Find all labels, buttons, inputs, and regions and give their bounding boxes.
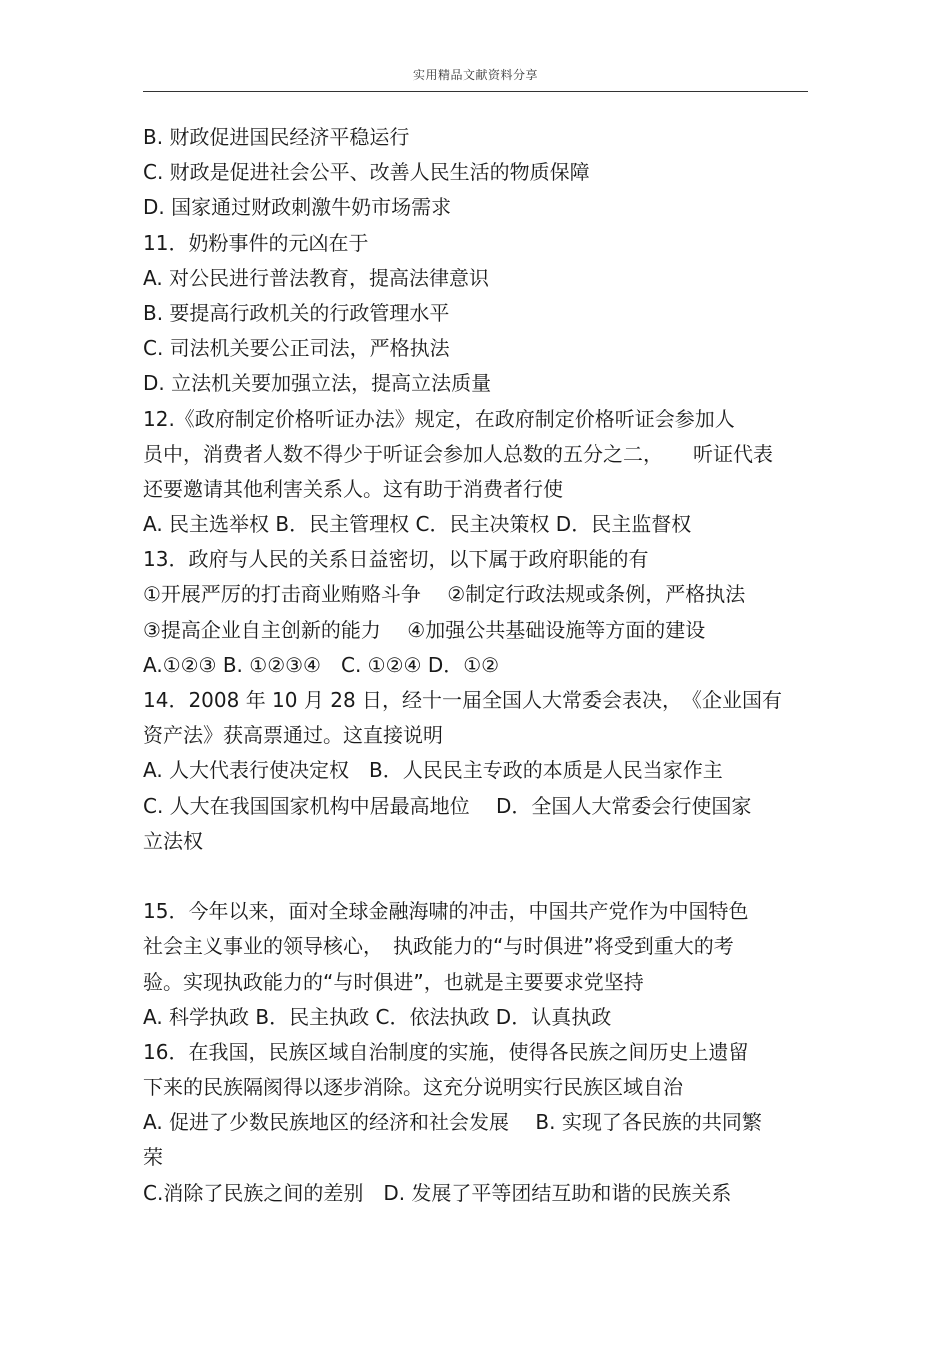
question-16-line-2: 下来的民族隔阂得以逐步消除。这充分说明实行民族区域自治: [143, 1075, 683, 1100]
option-c-q11: C. 司法机关要公正司法，严格执法: [143, 336, 450, 361]
options-q15: A. 科学执政 B．民主执政 C．依法执政 D．认真执政: [143, 1004, 612, 1029]
question-13: 13．政府与人民的关系日益密切，以下属于政府职能的有: [143, 547, 649, 572]
question-14-line-2: 资产法》获高票通过。这直接说明: [143, 723, 443, 748]
options-q14-line-1: A. 人大代表行使决定权 B．人民民主专政的本质是人民当家作主: [143, 758, 723, 783]
question-11: 11．奶粉事件的元凶在于: [143, 230, 369, 255]
document-body: [143, 120, 808, 1211]
header-divider: [143, 91, 808, 92]
option-b-q10: B. 财政促进国民经济平稳运行: [143, 125, 410, 149]
question-12-line-3: 还要邀请其他利害关系人。这有助于消费者行使: [143, 476, 563, 501]
option-b-q11: B. 要提高行政机关的行政管理水平: [143, 300, 450, 325]
statements-q13-line-1: ①开展严厉的打击商业贿赂斗争 ②制定行政法规或条例，严格执法: [143, 582, 746, 607]
options-q12: A. 民主选举权 B．民主管理权 C．民主决策权 D．民主监督权: [143, 512, 692, 537]
question-15-line-1: 15．今年以来，面对全球金融海啸的冲击，中国共产党作为中国特色: [143, 899, 749, 924]
statements-q13-line-2: ③提高企业自主创新的能力 ④加强公共基础设施等方面的建设: [143, 617, 706, 642]
question-16-line-1: 16．在我国，民族区域自治制度的实施，使得各民族之间历史上遗留: [143, 1039, 749, 1064]
option-c-q10: C. 财政是促进社会公平、改善人民生活的物质保障: [143, 160, 590, 185]
option-a-q11: A. 对公民进行普法教育，提高法律意识: [143, 265, 490, 290]
question-12-line-1: 12.《政府制定价格听证办法》规定，在政府制定价格听证会参加人: [143, 406, 735, 431]
options-q14-line-3: 立法权: [143, 828, 203, 853]
blank-line: [143, 859, 808, 894]
options-q16-line-1: A. 促进了少数民族地区的经济和社会发展 B. 实现了各民族的共同繁: [143, 1110, 762, 1135]
page-header: 实用精品文献资料分享: [412, 68, 538, 82]
question-15-line-3: 验。实现执政能力的“与时俱进”，也就是主要要求党坚持: [143, 969, 644, 994]
options-q13: A.①②③ B. ①②③④ C. ①②④ D．①②: [143, 652, 500, 677]
options-q14-line-2: C. 人大在我国国家机构中居最高地位 D．全国人大常委会行使国家: [143, 793, 752, 818]
question-12-line-2: 员中，消费者人数不得少于听证会参加人总数的五分之二， 听证代表: [143, 441, 773, 466]
option-d-q10: D. 国家通过财政刺激牛奶市场需求: [143, 195, 452, 220]
options-q16-line-2: 荣: [143, 1145, 163, 1170]
options-q16-line-3: C.消除了民族之间的差别 D. 发展了平等团结互助和谐的民族关系: [143, 1180, 732, 1205]
question-15-line-2: 社会主义事业的领导核心， 执政能力的“与时俱进”将受到重大的考: [143, 934, 734, 959]
option-d-q11: D. 立法机关要加强立法，提高立法质量: [143, 371, 492, 396]
question-14-line-1: 14．2008 年 10 月 28 日，经十一届全国人大常委会表决， 《企业国有: [143, 688, 783, 712]
